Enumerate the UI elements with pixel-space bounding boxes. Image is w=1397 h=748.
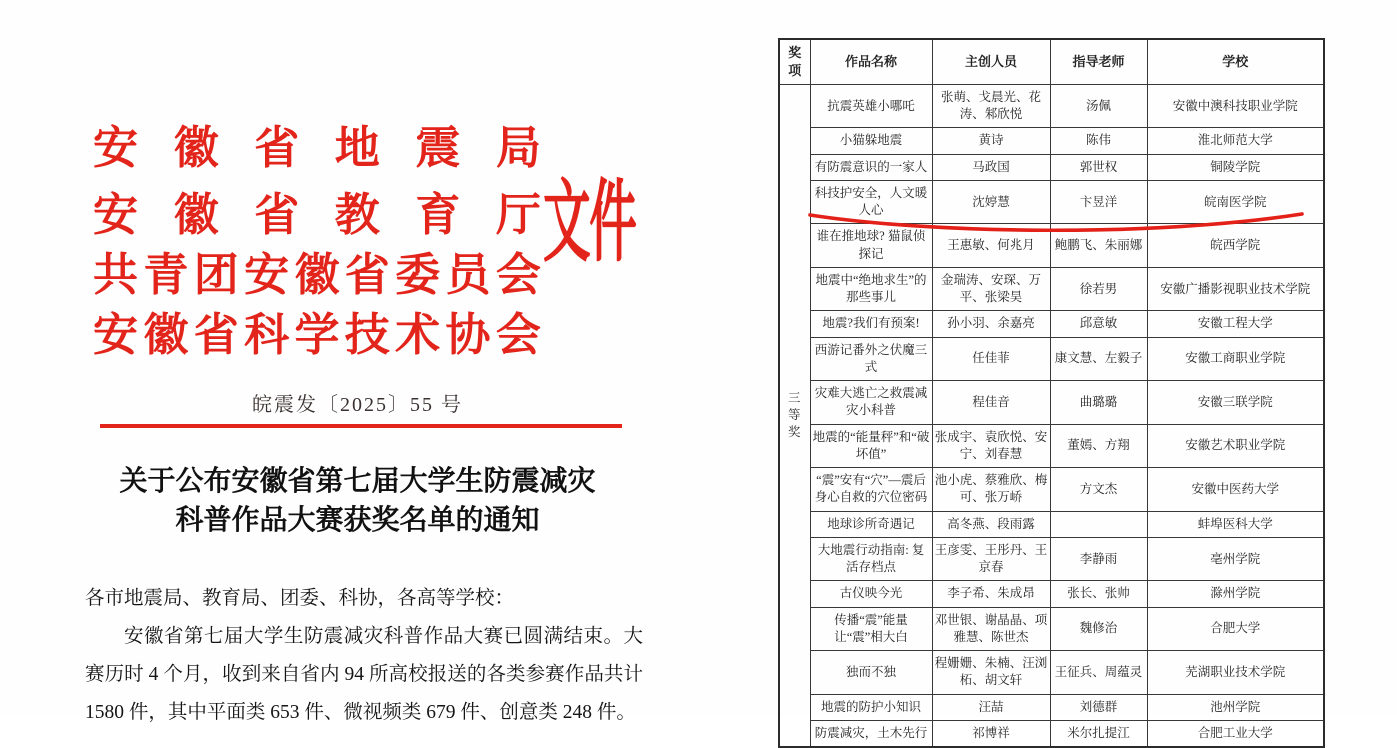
awards-table-body: [779, 84, 1324, 747]
creators-cell: 程姗姗、朱楠、汪浏柘、胡文轩: [932, 651, 1050, 695]
work-title-cell: 大地震行动指南: 复活存档点: [810, 537, 932, 581]
teachers-cell: 邱意敏: [1050, 311, 1147, 337]
table-row: [779, 581, 1324, 607]
doc-type-label: 文件: [543, 174, 636, 274]
teachers-cell: [1050, 511, 1147, 537]
school-cell: 池州学院: [1147, 694, 1324, 720]
school-cell: 安徽工程大学: [1147, 311, 1324, 337]
notice-body: [85, 580, 643, 732]
teachers-cell: 郭世权: [1050, 154, 1147, 180]
work-title-cell: 地震?我们有预案!: [810, 311, 932, 337]
creators-cell: 程佳音: [932, 381, 1050, 425]
creators-cell: 李子希、朱成昂: [932, 581, 1050, 607]
teachers-cell: 方文杰: [1050, 468, 1147, 512]
school-cell: 亳州学院: [1147, 537, 1324, 581]
table-row: [779, 694, 1324, 720]
teachers-cell: 陈伟: [1050, 128, 1147, 154]
teachers-cell: 魏修治: [1050, 607, 1147, 651]
doc-number: 皖震发〔2025〕55 号: [252, 394, 463, 416]
school-cell: 合肥工业大学: [1147, 720, 1324, 747]
table-row: [779, 267, 1324, 311]
school-cell: 皖西学院: [1147, 224, 1324, 268]
teachers-cell: 米尔扎提江: [1050, 720, 1147, 747]
issuer-line-3: 共 青 团 安 徽 省 委 员 会: [93, 250, 541, 300]
work-title-cell: 地震的防护小知识: [810, 694, 932, 720]
table-row: [779, 424, 1324, 468]
creators-cell: 高冬燕、段雨露: [932, 511, 1050, 537]
teachers-cell: 张长、张帅: [1050, 581, 1147, 607]
school-cell: 安徽中医药大学: [1147, 468, 1324, 512]
creators-cell: 沈婷慧: [932, 180, 1050, 224]
col-header-teachers: 指导老师: [1050, 39, 1147, 84]
creators-cell: 王惠敏、何兆月: [932, 224, 1050, 268]
table-row: [779, 381, 1324, 425]
creators-cell: 黄诗: [932, 128, 1050, 154]
table-row: [779, 468, 1324, 512]
creators-cell: 金瑞涛、安琛、万平、张梁昊: [932, 267, 1050, 311]
school-cell: 安徽广播影视职业技术学院: [1147, 267, 1324, 311]
work-title-cell: 独而不独: [810, 651, 932, 695]
school-cell: 安徽艺术职业学院: [1147, 424, 1324, 468]
awards-table-container: [778, 38, 1324, 748]
school-cell: 合肥大学: [1147, 607, 1324, 651]
table-row: [779, 84, 1324, 128]
work-title-cell: 西游记番外之伏魔三式: [810, 337, 932, 381]
table-row: [779, 180, 1324, 224]
issuer-line-2: 安 徽 省 教 育 厅: [93, 190, 541, 240]
issuer-line-4: 安 徽 省 科 学 技 术 协 会: [93, 310, 541, 360]
official-document: [85, 122, 645, 723]
work-title-cell: 有防震意识的一家人: [810, 154, 932, 180]
creators-cell: 张成宇、袁欣悦、安宁、刘春慧: [932, 424, 1050, 468]
table-row: [779, 511, 1324, 537]
teachers-cell: 董嫣、方翔: [1050, 424, 1147, 468]
work-title-cell: 地震中“绝地求生”的那些事儿: [810, 267, 932, 311]
teachers-cell: 刘德群: [1050, 694, 1147, 720]
table-row: [779, 651, 1324, 695]
school-cell: 皖南医学院: [1147, 180, 1324, 224]
notice-title-line-1: 关于公布安徽省第七届大学生防震减灾: [119, 466, 596, 497]
creators-cell: 王彦雯、王彤丹、王京春: [932, 537, 1050, 581]
school-cell: 滁州学院: [1147, 581, 1324, 607]
teachers-cell: 卞昱洋: [1050, 180, 1147, 224]
school-cell: 安徽工商职业学院: [1147, 337, 1324, 381]
work-title-cell: “震”安有“穴”—震后身心自救的穴位密码: [810, 468, 932, 512]
work-title-cell: 谁在推地球? 猫鼠侦探记: [810, 224, 932, 268]
table-row: [779, 607, 1324, 651]
creators-cell: 祁博祥: [932, 720, 1050, 747]
creators-cell: 池小虎、蔡雅欣、梅可、张万峤: [932, 468, 1050, 512]
work-title-cell: 传播“震”能量 让“震”相大白: [810, 607, 932, 651]
work-title-cell: 防震减灾，土木先行: [810, 720, 932, 747]
school-cell: 芜湖职业技术学院: [1147, 651, 1324, 695]
creators-cell: 邓世银、谢晶晶、项雅慧、陈世杰: [932, 607, 1050, 651]
work-title-cell: 小猫躲地震: [810, 128, 932, 154]
teachers-cell: 曲璐璐: [1050, 381, 1147, 425]
red-divider-line: [100, 424, 622, 428]
school-cell: 铜陵学院: [1147, 154, 1324, 180]
creators-cell: 张萌、戈晨光、花涛、邾欣悦: [932, 84, 1050, 128]
school-cell: 蚌埠医科大学: [1147, 511, 1324, 537]
col-header-school: 学校: [1147, 39, 1324, 84]
col-header-creators: 主创人员: [932, 39, 1050, 84]
creators-cell: 汪喆: [932, 694, 1050, 720]
table-row: [779, 224, 1324, 268]
notice-title: [85, 462, 630, 540]
table-row: [779, 154, 1324, 180]
work-title-cell: 古仪映今光: [810, 581, 932, 607]
col-header-work: 作品名称: [810, 39, 932, 84]
table-row: [779, 337, 1324, 381]
work-title-cell: 抗震英雄小哪吒: [810, 84, 932, 128]
award-level-cell: 三等奖: [779, 84, 810, 747]
col-header-award: 奖项: [779, 39, 810, 84]
salutation: 各市地震局、教育局、团委、科协，各高等学校：: [85, 588, 515, 609]
table-row: [779, 537, 1324, 581]
document-header: [93, 122, 541, 361]
teachers-cell: 康文慧、左毅子: [1050, 337, 1147, 381]
work-title-cell: 地震的“能量秤”和“破坏值”: [810, 424, 932, 468]
table-row: [779, 311, 1324, 337]
teachers-cell: 李静雨: [1050, 537, 1147, 581]
work-title-cell: 灾难大逃亡之救震减灾小科普: [810, 381, 932, 425]
teachers-cell: 王征兵、周蕴灵: [1050, 651, 1147, 695]
table-row: [779, 128, 1324, 154]
table-row: [779, 720, 1324, 747]
teachers-cell: 鲍鹏飞、朱丽娜: [1050, 224, 1147, 268]
work-title-cell: 地球诊所奇遇记: [810, 511, 932, 537]
school-cell: 淮北师范大学: [1147, 128, 1324, 154]
teachers-cell: 徐若男: [1050, 267, 1147, 311]
creators-cell: 任佳菲: [932, 337, 1050, 381]
body-paragraph: 安徽省第七届大学生防震减灾科普作品大赛已圆满结束。大赛历时 4 个月，收到来自省内 94 所高校报送的各类参赛作品共计 1580 件，其中平面类 653 件、微视频类 679 件、创意类 248 件。: [85, 626, 643, 723]
awards-table: [778, 38, 1325, 748]
table-header-row: [779, 39, 1324, 84]
issuer-line-1: 安 徽 省 地 震 局: [93, 123, 541, 173]
teachers-cell: 汤佩: [1050, 84, 1147, 128]
creators-cell: 孙小羽、余嘉亮: [932, 311, 1050, 337]
school-cell: 安徽三联学院: [1147, 381, 1324, 425]
school-cell: 安徽中澳科技职业学院: [1147, 84, 1324, 128]
work-title-cell: 科技护安全，人文暖人心: [810, 180, 932, 224]
notice-title-line-2: 科普作品大赛获奖名单的通知: [175, 505, 540, 536]
creators-cell: 马政国: [932, 154, 1050, 180]
